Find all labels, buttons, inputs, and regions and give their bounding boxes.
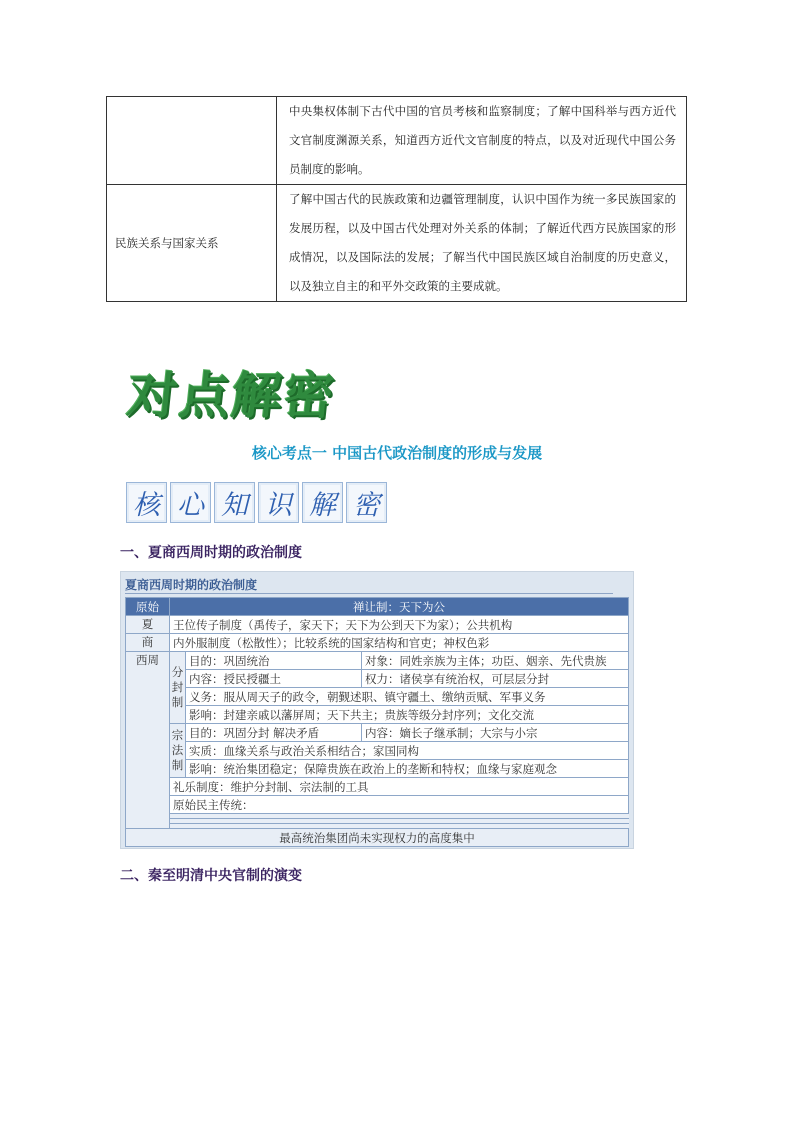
detail-cell: 权力：诸侯享有统治权，可层层分封 bbox=[362, 670, 629, 688]
table-row bbox=[126, 670, 629, 688]
diagram-footer: 最高统治集团尚未实现权力的高度集中 bbox=[126, 829, 629, 847]
subsystem-label: 宗法制 bbox=[170, 724, 186, 778]
table-row bbox=[126, 742, 629, 760]
title-tile: 密 bbox=[346, 482, 387, 523]
title-tile: 识 bbox=[258, 482, 299, 523]
title-tile: 知 bbox=[214, 482, 255, 523]
detail-cell: 内容：授民授疆土 bbox=[186, 670, 362, 688]
table-row bbox=[126, 598, 629, 616]
section-heading-2: 二、秦至明清中央官制的演变 bbox=[120, 868, 302, 884]
era-label: 商 bbox=[126, 634, 170, 652]
tile-title bbox=[126, 482, 387, 523]
era-label: 西周 bbox=[126, 652, 170, 829]
table-row bbox=[126, 829, 629, 847]
title-tile: 心 bbox=[170, 482, 211, 523]
topic-heading: 核心考点一 中国古代政治制度的形成与发展 bbox=[251, 444, 543, 462]
title-tile: 核 bbox=[126, 482, 167, 523]
detail-cell: 实质：血缘关系与政治关系相结合；家国同构 bbox=[186, 742, 629, 760]
table-row bbox=[107, 185, 687, 302]
table-row bbox=[126, 724, 629, 742]
title-divider bbox=[125, 593, 613, 594]
table-row bbox=[126, 796, 629, 814]
title-tile: 解 bbox=[302, 482, 343, 523]
content-cell: 中央集权体制下古代中国的官员考核和监察制度；了解中国科举与西方近代文官制度渊源关系，知道西方近代文官制度的特点，以及对近现代中国公务员制度的影响。 bbox=[277, 97, 687, 185]
subsystem-label: 分封制 bbox=[170, 652, 186, 724]
table-row bbox=[126, 760, 629, 778]
table-row bbox=[126, 706, 629, 724]
requirements-table bbox=[106, 96, 687, 302]
table-row bbox=[126, 616, 629, 634]
era-label: 夏 bbox=[126, 616, 170, 634]
detail-cell: 目的：巩固分封 解决矛盾 bbox=[186, 724, 362, 742]
detail-cell: 对象：同姓亲族为主体；功臣、姻亲、先代贵族 bbox=[362, 652, 629, 670]
political-system-diagram bbox=[120, 571, 634, 849]
detail-cell: 影响：封建亲戚以藩屏周；天下共主；贵族等级分封序列；文化交流 bbox=[186, 706, 629, 724]
table-row bbox=[107, 97, 687, 185]
content-cell: 了解中国古代的民族政策和边疆管理制度，认识中国作为统一多民族国家的发展历程，以及中国古代处理对外关系的体制；了解近代西方民族国家的形成情况，以及国际法的发展；了解当代中国民族区域自治制度的历史意义，以及独立自主的和平外交政策的主要成就。 bbox=[277, 185, 687, 302]
table-row bbox=[126, 634, 629, 652]
detail-cell: 内容：嫡长子继承制；大宗与小宗 bbox=[362, 724, 629, 742]
diagram-grid bbox=[125, 597, 629, 847]
era-label: 原始 bbox=[126, 598, 170, 616]
section-heading-1: 一、夏商西周时期的政治制度 bbox=[120, 545, 302, 561]
table-row bbox=[126, 778, 629, 796]
table-row bbox=[126, 652, 629, 670]
detail-cell: 影响：统治集团稳定；保障贵族在政治上的垄断和特权；血缘与家庭观念 bbox=[186, 760, 629, 778]
era-value: 王位传子制度（禹传子，家天下；天下为公到天下为家）；公共机构 bbox=[170, 616, 629, 634]
detail-cell: 目的：巩固统治 bbox=[186, 652, 362, 670]
detail-cell: 礼乐制度：维护分封制、宗法制的工具 bbox=[170, 778, 629, 796]
era-value: 内外服制度（松散性）；比较系统的国家结构和官吏；神权色彩 bbox=[170, 634, 629, 652]
detail-cell: 原始民主传统： bbox=[170, 796, 629, 814]
detail-cell: 义务：服从周天子的政令，朝觐述职、镇守疆土、缴纳贡赋、军事义务 bbox=[186, 688, 629, 706]
era-value: 禅让制：天下为公 bbox=[170, 598, 629, 616]
category-cell: 民族关系与国家关系 bbox=[107, 185, 277, 302]
diagram-title: 夏商西周时期的政治制度 bbox=[125, 578, 258, 592]
table-row bbox=[126, 688, 629, 706]
banner-title: 对点解密 bbox=[124, 366, 339, 425]
category-cell bbox=[107, 97, 277, 185]
